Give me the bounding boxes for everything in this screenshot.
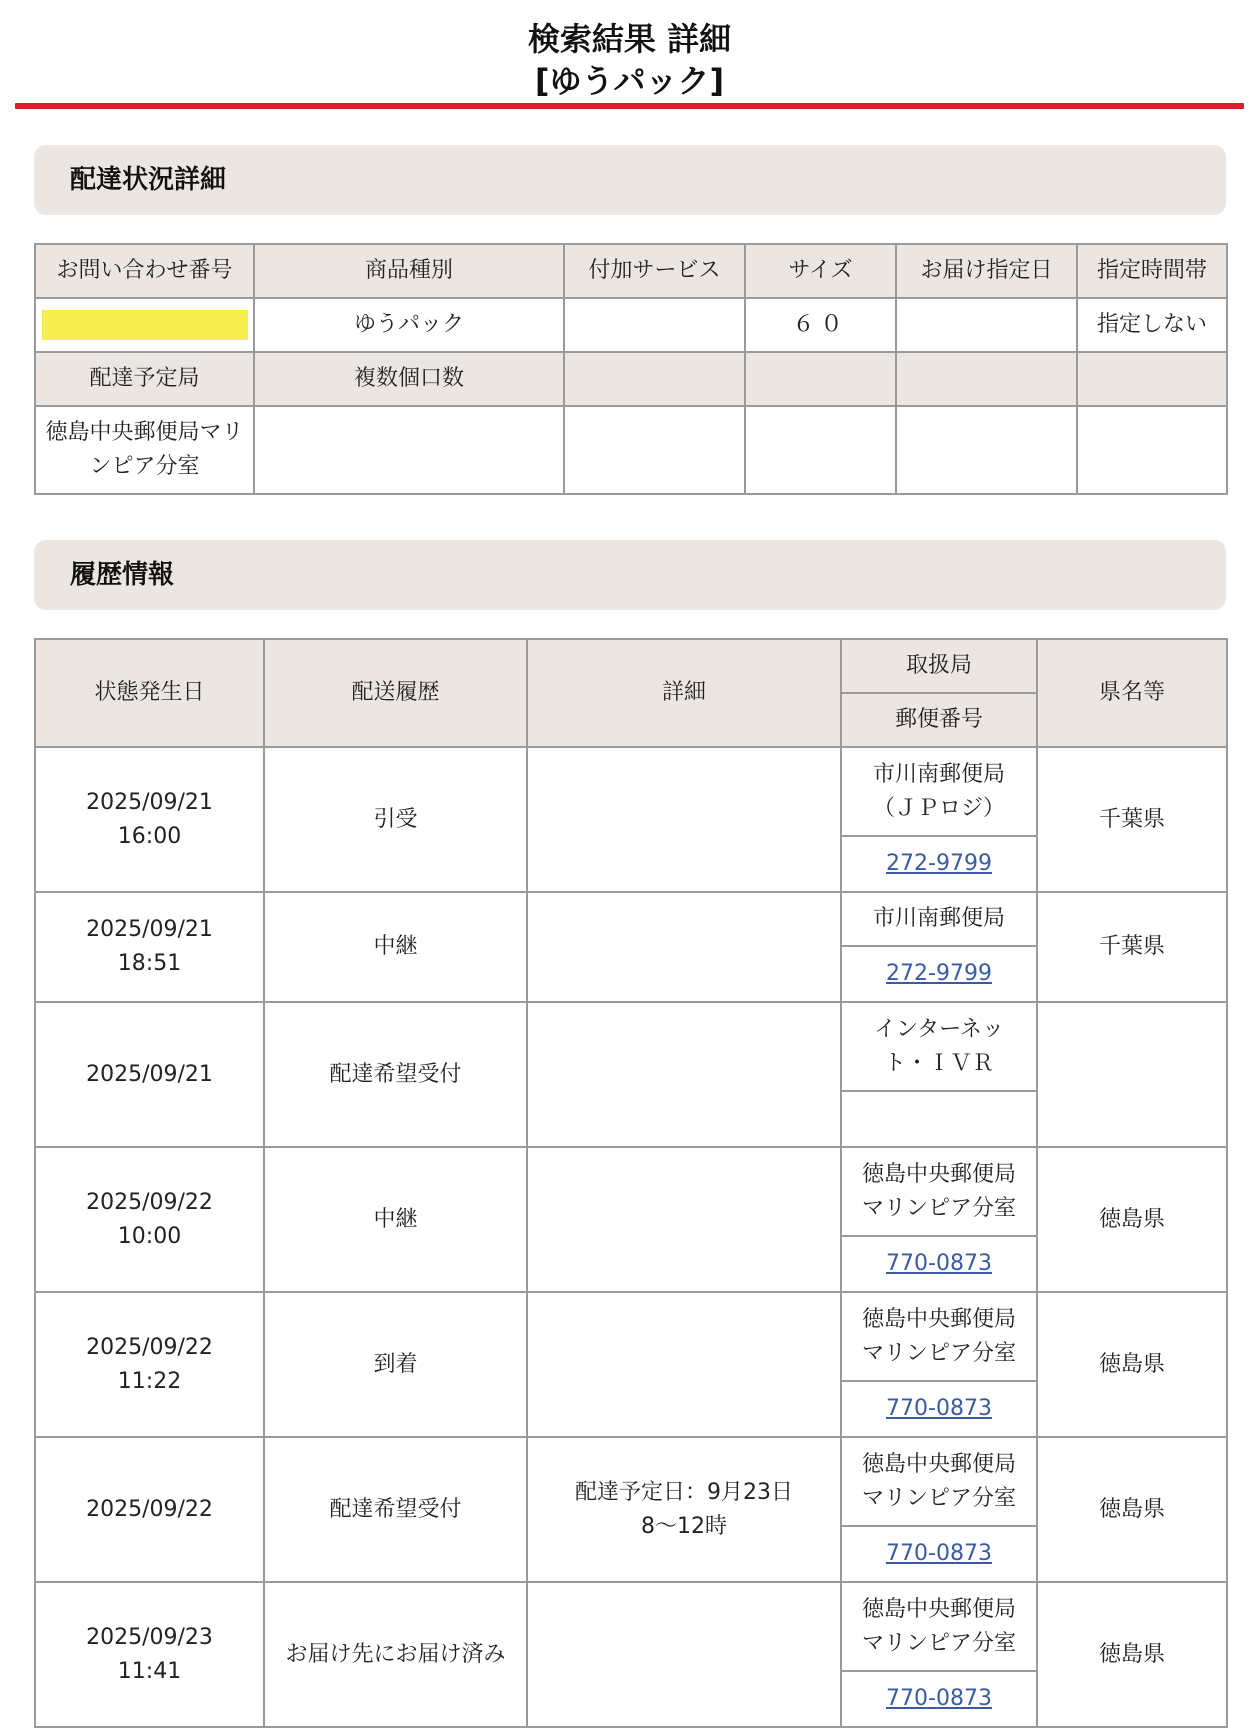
history-heading: 履歴情報 (34, 540, 1226, 610)
postal-code-link[interactable]: 272-9799 (886, 961, 992, 986)
history-office (842, 893, 1036, 947)
history-date (35, 1437, 264, 1582)
history-event (264, 1002, 527, 1147)
history-office-cell (841, 1437, 1037, 1582)
history-event-text: お届け先にお届け済み (285, 1641, 506, 1667)
history-office (842, 1438, 1036, 1527)
tracking-number-cell (35, 298, 254, 352)
history-office (842, 1003, 1036, 1092)
history-event (264, 1437, 527, 1582)
postal-code-link[interactable]: 770-0873 (886, 1251, 992, 1276)
product-type-value: ゆうパック (254, 298, 564, 352)
history-event (264, 747, 527, 892)
history-detail (527, 1582, 841, 1727)
history-prefecture-text: 徳島県 (1098, 1351, 1165, 1377)
page-title (0, 18, 1259, 102)
history-office (842, 748, 1036, 837)
table-row (35, 406, 1227, 494)
history-office (842, 1583, 1036, 1672)
table-row (35, 1437, 1227, 1582)
page-title-main: 検索結果 詳細 (527, 20, 732, 58)
history-detail-text: 配達予定日：9月23日 8〜12時 (575, 1479, 793, 1539)
table-row (35, 892, 1227, 1002)
header-prefecture: 県名等 (1037, 639, 1227, 747)
history-office-cell (841, 1147, 1037, 1292)
history-date-text: 2025/09/23 11:41 (86, 1624, 213, 1684)
table-row (35, 1002, 1227, 1147)
table-row (35, 1147, 1227, 1292)
history-date-text: 2025/09/22 (86, 1496, 213, 1522)
delivery-status-heading: 配達状況詳細 (34, 145, 1226, 215)
postal-code-link[interactable]: 770-0873 (886, 1686, 992, 1711)
header-product-type: 商品種別 (254, 244, 564, 298)
history-prefecture (1037, 1582, 1227, 1727)
history-detail (527, 892, 841, 1002)
history-office-cell (841, 1002, 1037, 1147)
additional-service-value (564, 298, 745, 352)
header-additional-service: 付加サービス (564, 244, 745, 298)
history-prefecture-text: 千葉県 (1098, 934, 1165, 959)
history-prefecture (1037, 892, 1227, 1002)
header-time-slot: 指定時間帯 (1077, 244, 1227, 298)
package-count-value (254, 406, 564, 494)
history-office-cell (841, 892, 1037, 1002)
history-prefecture (1037, 1147, 1227, 1292)
table-header-row (35, 244, 1227, 298)
redacted-tracking-number (42, 310, 248, 340)
header-package-count: 複数個口数 (254, 352, 564, 406)
history-prefecture-text: 徳島県 (1098, 1641, 1165, 1667)
title-divider (15, 103, 1244, 109)
history-detail (527, 1437, 841, 1582)
table-row (35, 747, 1227, 892)
history-office-cell (841, 1292, 1037, 1437)
history-postal-code (842, 1527, 1036, 1581)
delivery-date-value (896, 298, 1077, 352)
table-header-row (35, 639, 1227, 693)
header-postal-code: 郵便番号 (841, 693, 1037, 747)
history-prefecture-text: 千葉県 (1098, 806, 1165, 832)
history-event-text: 配達希望受付 (329, 1061, 462, 1087)
header-tracking-number: お問い合わせ番号 (35, 244, 254, 298)
history-event (264, 1582, 527, 1727)
history-event (264, 1292, 527, 1437)
history-date (35, 747, 264, 892)
history-office-text: 徳島中央郵便局マリンピア分室 (861, 1451, 1016, 1511)
history-date-text: 2025/09/21 18:51 (86, 917, 213, 976)
history-postal-code (842, 1672, 1036, 1726)
table-row (35, 1292, 1227, 1437)
history-prefecture (1037, 1292, 1227, 1437)
history-date (35, 1147, 264, 1292)
history-office-text: 市川南郵便局 (872, 906, 1005, 931)
postal-code-link[interactable]: 770-0873 (886, 1541, 992, 1566)
history-office (842, 1293, 1036, 1382)
table-row (35, 1582, 1227, 1727)
header-date: 状態発生日 (35, 639, 264, 747)
history-office-cell (841, 747, 1037, 892)
history-table (34, 638, 1228, 1728)
postal-code-link[interactable]: 770-0873 (886, 1396, 992, 1421)
history-prefecture-text: 徳島県 (1098, 1206, 1165, 1232)
header-event: 配送履歴 (264, 639, 527, 747)
history-office (842, 1148, 1036, 1237)
history-date (35, 1582, 264, 1727)
history-event-text: 中継 (373, 1206, 418, 1232)
time-slot-value: 指定しない (1077, 298, 1227, 352)
history-prefecture (1037, 1437, 1227, 1582)
history-postal-code (842, 947, 1036, 1001)
history-detail (527, 1147, 841, 1292)
header-office: 取扱局 (841, 639, 1037, 693)
history-postal-code (842, 1382, 1036, 1436)
history-office-text: 徳島中央郵便局マリンピア分室 (861, 1596, 1016, 1656)
history-prefecture (1037, 747, 1227, 892)
history-prefecture-text: 徳島県 (1098, 1496, 1165, 1522)
header-detail: 詳細 (527, 639, 841, 747)
page-title-sub: [ゆうパック] (534, 62, 725, 100)
history-date (35, 1002, 264, 1147)
history-postal-code (842, 837, 1036, 891)
table-row (35, 298, 1227, 352)
history-office-text: 徳島中央郵便局マリンピア分室 (861, 1306, 1016, 1366)
postal-code-link[interactable]: 272-9799 (886, 851, 992, 876)
history-event (264, 892, 527, 1002)
history-date (35, 892, 264, 1002)
delivery-office-value: 徳島中央郵便局マリンピア分室 (35, 406, 254, 494)
history-event-text: 配達希望受付 (329, 1496, 462, 1522)
history-office-text: インターネット・ＩＶＲ (873, 1016, 1005, 1076)
history-detail (527, 1002, 841, 1147)
header-delivery-office: 配達予定局 (35, 352, 254, 406)
history-event-text: 中継 (373, 934, 418, 959)
history-date (35, 1292, 264, 1437)
history-date-text: 2025/09/21 16:00 (86, 789, 213, 849)
history-postal-code (842, 1092, 1036, 1146)
history-prefecture (1037, 1002, 1227, 1147)
size-value: ６０ (745, 298, 896, 352)
history-postal-code (842, 1237, 1036, 1291)
history-event-text: 引受 (373, 806, 418, 832)
history-date-text: 2025/09/21 (86, 1061, 213, 1087)
table-header-row (35, 352, 1227, 406)
header-size: サイズ (745, 244, 896, 298)
history-date-text: 2025/09/22 11:22 (86, 1334, 213, 1394)
history-date-text: 2025/09/22 10:00 (86, 1189, 213, 1249)
history-detail (527, 747, 841, 892)
delivery-status-table (34, 243, 1228, 495)
history-detail (527, 1292, 841, 1437)
history-event-text: 到着 (373, 1351, 418, 1377)
history-event (264, 1147, 527, 1292)
history-office-text: 市川南郵便局 （ＪＰロジ） (872, 761, 1005, 821)
history-office-text: 徳島中央郵便局マリンピア分室 (861, 1161, 1016, 1221)
header-delivery-date: お届け指定日 (896, 244, 1077, 298)
history-office-cell (841, 1582, 1037, 1727)
